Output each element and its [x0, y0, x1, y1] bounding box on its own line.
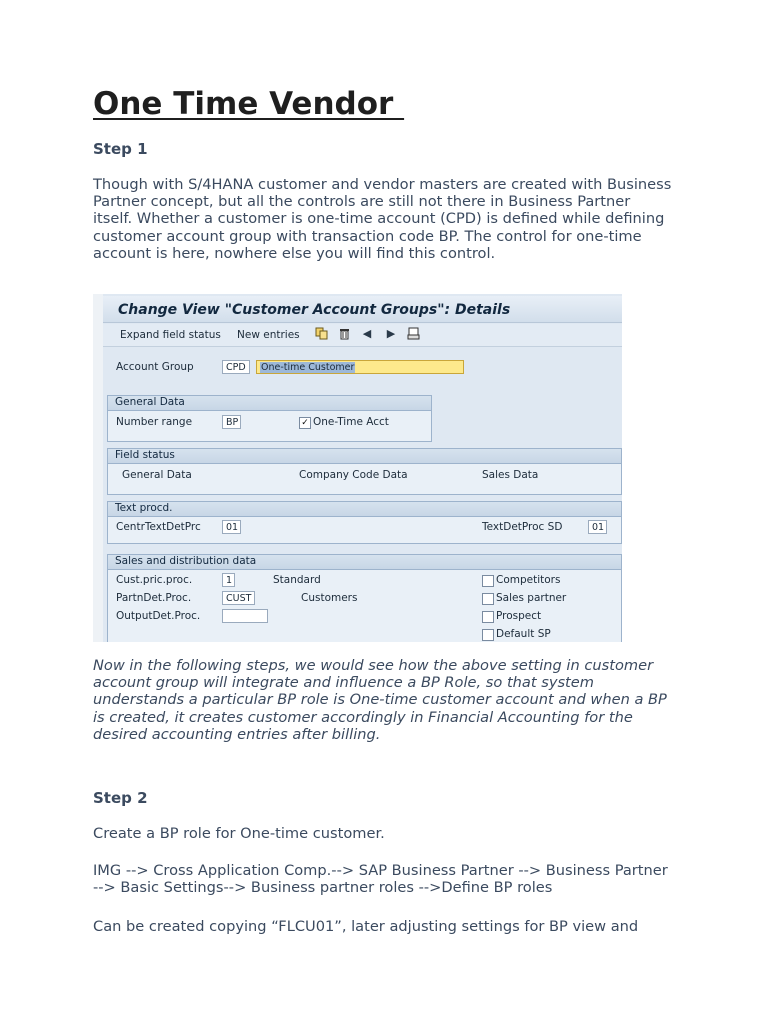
text-det-proc-sd-label: TextDetProc SD — [482, 521, 563, 533]
field-status-header — [108, 449, 621, 464]
field-status-group — [107, 448, 622, 495]
text-det-proc-sd-field[interactable]: 01 — [588, 520, 607, 534]
competitors-label: Competitors — [496, 574, 561, 586]
one-time-acct-label: One-Time Acct — [313, 416, 389, 428]
copy-icon[interactable] — [314, 327, 328, 341]
account-group-label: Account Group — [116, 361, 194, 373]
screenshot-left-edge — [93, 294, 103, 642]
sales-distribution-title: Sales and distribution data — [115, 555, 257, 567]
default-sp-checkbox[interactable] — [482, 629, 494, 641]
general-data-header — [108, 396, 431, 411]
partn-det-proc-field[interactable]: CUST — [222, 591, 255, 605]
expand-field-status-button[interactable]: Expand field status — [120, 329, 221, 341]
step-1-paragraph: Though with S/4HANA customer and vendor masters are created with Business Partner concept, but all the controls are still not there in Business Partner itself. Whether a customer is one-time account (CPD) is defined while defining customer account group with transaction code BP. The control for one-time account is here, nowhere else you will find this control. — [93, 176, 672, 262]
default-sp-label: Default SP — [496, 628, 551, 640]
sales-distribution-group — [107, 554, 622, 642]
text-procd-group — [107, 501, 622, 544]
cust-pric-proc-field[interactable]: 1 — [222, 573, 235, 587]
company-code-data-link[interactable]: Company Code Data — [299, 469, 408, 481]
cust-pric-proc-label: Cust.pric.proc. — [116, 574, 193, 586]
field-status-title: Field status — [115, 449, 175, 461]
explanation-paragraph: Now in the following steps, we would see how the above setting in customer account group will integrate and influence a BP Role, so that system understands a particular BP role is One-time customer account and when a BP is created, it creates customer accordingly in Financial Accounting for the desired accounting entries after billing. — [93, 657, 667, 743]
centr-text-det-label: CentrTextDetPrc — [116, 521, 201, 533]
print-icon[interactable] — [406, 327, 420, 341]
sales-distribution-header — [108, 555, 621, 570]
sap-title-bar — [103, 296, 622, 323]
number-range-label: Number range — [116, 416, 193, 428]
sap-screenshot — [93, 294, 622, 642]
account-group-code-field[interactable]: CPD — [222, 360, 250, 374]
text-procd-title: Text procd. — [115, 502, 173, 514]
text-procd-header — [108, 502, 621, 517]
step-2-paragraph-3: Can be created copying “FLCU01”, later adjusting settings for BP view and — [93, 918, 639, 935]
step-2-paragraph-1: Create a BP role for One-time customer. — [93, 825, 385, 842]
sales-data-link[interactable]: Sales Data — [482, 469, 539, 481]
sales-partner-label: Sales partner — [496, 592, 567, 604]
sap-window-title: Change View "Customer Account Groups": Details — [118, 302, 511, 318]
account-group-description-field[interactable] — [256, 360, 464, 374]
output-det-proc-label: OutputDet.Proc. — [116, 610, 201, 622]
step-1-heading: Step 1 — [93, 140, 148, 158]
partn-det-proc-text: Customers — [301, 592, 358, 604]
competitors-checkbox[interactable] — [482, 575, 494, 587]
centr-text-det-field[interactable]: 01 — [222, 520, 241, 534]
general-data-title: General Data — [115, 396, 185, 408]
new-entries-button[interactable]: New entries — [237, 329, 300, 341]
step-2-heading: Step 2 — [93, 789, 148, 807]
number-range-field[interactable]: BP — [222, 415, 241, 429]
delete-icon[interactable] — [337, 327, 351, 341]
prospect-checkbox[interactable] — [482, 611, 494, 623]
step-2-paragraph-2: IMG --> Cross Application Comp.--> SAP Business Partner --> Business Partner --> Basic Settings--> Business partner roles -->Define BP roles — [93, 862, 668, 897]
prospect-label: Prospect — [496, 610, 542, 622]
sales-partner-checkbox[interactable] — [482, 593, 494, 605]
partn-det-proc-label: PartnDet.Proc. — [116, 592, 192, 604]
general-data-group — [107, 395, 432, 442]
one-time-acct-checkbox[interactable]: ✓ — [299, 417, 311, 429]
next-icon[interactable]: ▶ — [386, 327, 396, 340]
previous-icon[interactable]: ◀ — [362, 327, 372, 340]
cust-pric-proc-text: Standard — [273, 574, 321, 586]
selected-description-text: One-time Customer — [261, 362, 355, 373]
general-data-link[interactable]: General Data — [122, 469, 192, 481]
output-det-proc-field[interactable] — [222, 609, 268, 623]
page-title: One Time Vendor — [93, 86, 405, 122]
sap-toolbar — [103, 324, 622, 347]
